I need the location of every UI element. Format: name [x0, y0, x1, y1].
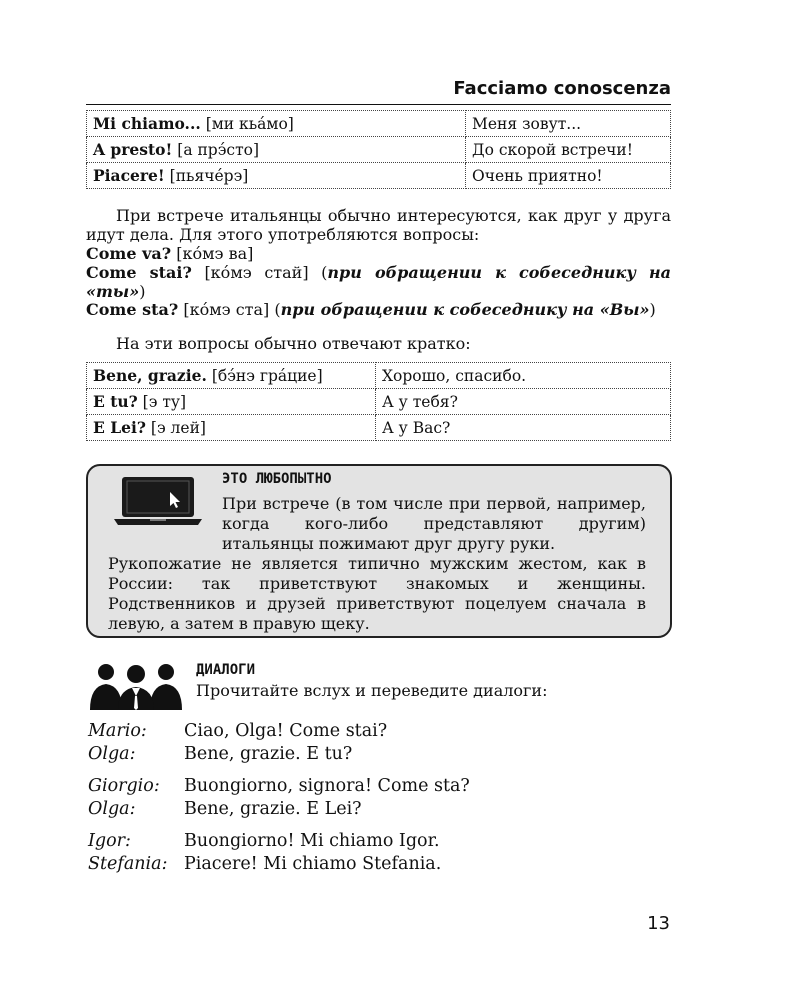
- pronunciation: [кóмэ ва]: [176, 244, 254, 263]
- table-cell: Очень приятно!: [466, 163, 671, 189]
- running-title: Facciamo conoscenza: [453, 78, 671, 99]
- table-cell: А у Вас?: [376, 415, 671, 441]
- utterance: Buongiorno, signora! Come sta?: [184, 776, 470, 796]
- utterance: Piacere! Mi chiamo Stefania.: [184, 854, 442, 874]
- speaker: Olga:: [88, 799, 136, 819]
- dialog-line: [88, 798, 470, 821]
- dialog-block: [88, 720, 387, 766]
- italian-phrase: A presto!: [93, 140, 173, 159]
- pronunciation: [кóмэ ста] (: [183, 300, 281, 319]
- answers-intro: На эти вопросы обычно отвечают кратко:: [116, 334, 471, 353]
- table-cell: [87, 389, 376, 415]
- table-cell: [87, 415, 376, 441]
- utterance: Ciao, Olga! Come stai?: [184, 721, 388, 741]
- table-row: [87, 163, 671, 189]
- table-cell: [87, 163, 466, 189]
- callout-text: При встрече (в том числе при первой, например, когда кого-либо представляют другим) итальянцы пожимают друг другу руки.: [222, 494, 646, 553]
- question-line: [86, 244, 671, 263]
- question-line: [86, 263, 671, 301]
- italian-phrase: E Lei?: [93, 418, 146, 437]
- dialog-line: [88, 743, 387, 766]
- italian-phrase: Come va?: [86, 244, 172, 263]
- usage-note: при обращении к собеседнику на «ты»: [86, 263, 671, 301]
- table-cell: [87, 137, 466, 163]
- italian-phrase: Mi chiamo...: [93, 114, 201, 133]
- people-group-icon: [88, 662, 184, 714]
- pronunciation: [э ту]: [142, 393, 187, 411]
- dialogs-instruction: Прочитайте вслух и переведите диалоги:: [196, 681, 548, 700]
- table-cell: Хорошо, спасибо.: [376, 363, 671, 389]
- dialog-line: [88, 720, 387, 743]
- pronunciation: [ми кьа́мо]: [205, 115, 294, 133]
- laptop-icon: [112, 475, 204, 531]
- table-row: [87, 363, 671, 389]
- intro-paragraph: При встрече итальянцы обычно интересуются, как друг у друга идут дела. Для этого употребляются вопросы:: [86, 206, 671, 244]
- table-row: [87, 415, 671, 441]
- speaker: Stefania:: [88, 854, 168, 874]
- dialogs-title: ДИАЛОГИ: [196, 662, 256, 678]
- italian-phrase: Come sta?: [86, 300, 179, 319]
- table-row: [87, 137, 671, 163]
- callout-title: ЭТО ЛЮБОПЫТНО: [222, 471, 332, 487]
- question-line: [86, 300, 671, 319]
- bracket: ): [649, 300, 656, 319]
- italian-phrase: Come stai?: [86, 263, 192, 282]
- table-cell: [87, 111, 466, 137]
- speaker: Mario:: [88, 721, 147, 741]
- callout-text-indented-block: [222, 494, 646, 554]
- pronunciation: [э лей]: [150, 419, 206, 437]
- callout-text-full-block: [108, 554, 646, 634]
- utterance: Bene, grazie. E tu?: [184, 744, 353, 764]
- italian-phrase: E tu?: [93, 392, 138, 411]
- dialog-block: [88, 830, 441, 876]
- pronunciation: [кóмэ стай] (: [204, 263, 328, 282]
- answers-table: [86, 362, 671, 441]
- dialog-block: [88, 775, 470, 821]
- speaker: Olga:: [88, 744, 136, 764]
- speaker: Giorgio:: [88, 776, 160, 796]
- speaker: Igor:: [88, 831, 131, 851]
- table-cell: [87, 363, 376, 389]
- table-cell: Меня зовут...: [466, 111, 671, 137]
- utterance: Bene, grazie. E Lei?: [184, 799, 362, 819]
- page-number: 13: [647, 913, 670, 934]
- callout-text: Рукопожатие не является типично мужским жестом, как в России: так приветствуют знакомых и женщины. Родственников и друзей приветствуют поцелуем сначала в левую, а затем в правую щеку.: [108, 554, 646, 633]
- header-rule: [86, 104, 671, 105]
- dialog-line: [88, 830, 441, 853]
- pronunciation: [пьячéрэ]: [169, 167, 249, 185]
- pronunciation: [бэ́нэ гра́цие]: [211, 367, 323, 385]
- dialog-line: [88, 853, 441, 876]
- bracket: ): [139, 282, 146, 301]
- italian-phrase: Piacere!: [93, 166, 165, 185]
- usage-note: при обращении к собеседнику на «Вы»: [280, 300, 650, 319]
- table-row: [87, 389, 671, 415]
- table-row: [87, 111, 671, 137]
- utterance: Buongiorno! Mi chiamo Igor.: [184, 831, 440, 851]
- table-cell: А у тебя?: [376, 389, 671, 415]
- table-cell: До скорой встречи!: [466, 137, 671, 163]
- phrases-table: [86, 110, 671, 189]
- dialog-line: [88, 775, 470, 798]
- italian-phrase: Bene, grazie.: [93, 366, 207, 385]
- pronunciation: [а прэ́сто]: [177, 141, 260, 159]
